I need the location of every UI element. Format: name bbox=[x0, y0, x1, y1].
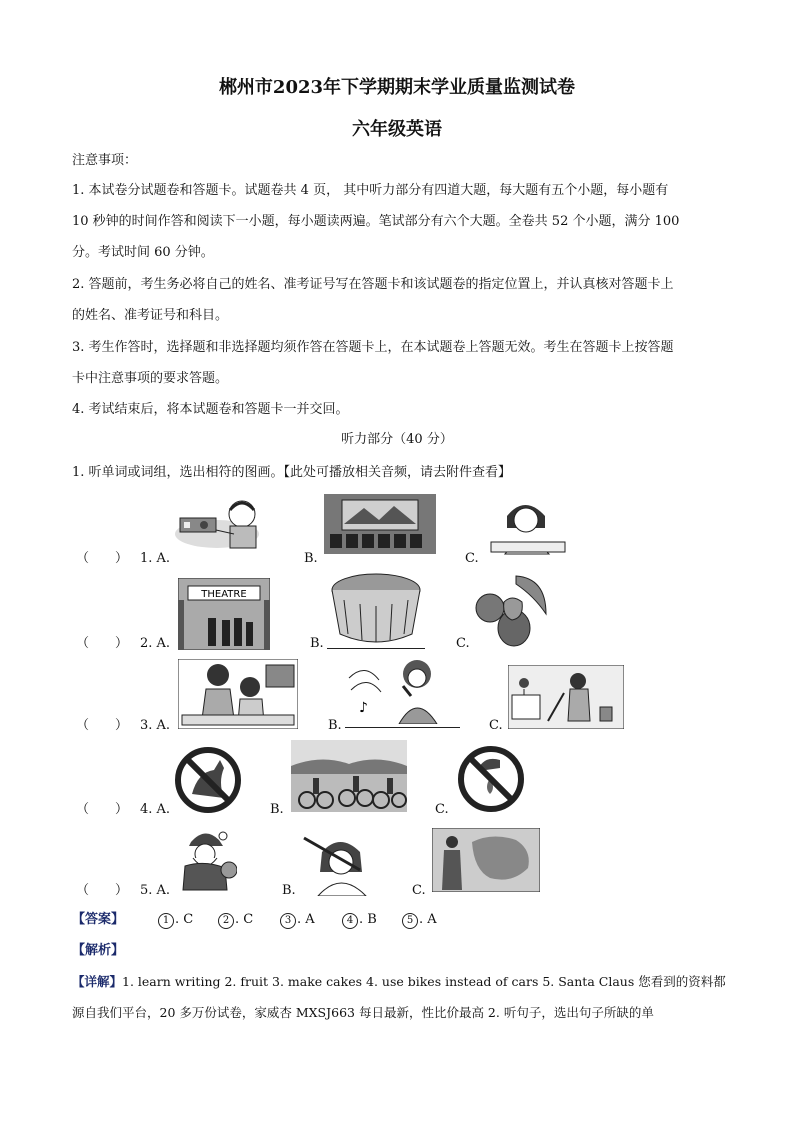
answer-bracket: （ ） bbox=[76, 551, 129, 566]
option-b-label: B. bbox=[270, 802, 284, 817]
detail-text: 1. learn writing 2. fruit 3. make cakes 4. use bikes instead of cars 5. Santa Claus 您看到的资料都 bbox=[122, 974, 726, 989]
answer-value: . A bbox=[297, 912, 315, 927]
answer-item bbox=[402, 912, 437, 929]
page-title: 郴州市2023年下学期期末学业质量监测试卷 bbox=[218, 77, 576, 98]
option-b-label: B. bbox=[328, 718, 342, 733]
option-a-label: 5. A. bbox=[140, 883, 171, 898]
answer-number: 1 bbox=[158, 913, 174, 929]
no-kangaroo-sign-icon bbox=[174, 742, 242, 818]
answer-label: 【答案】 bbox=[72, 912, 125, 927]
picture-people-cycling bbox=[291, 740, 407, 812]
picture-cinema-audience bbox=[324, 494, 436, 554]
notice-line: 分。考试时间 60 分钟。 bbox=[72, 245, 214, 260]
picture-sweeping bbox=[508, 665, 624, 729]
answer-value: . C bbox=[175, 912, 194, 927]
option-a-label: 3. A. bbox=[140, 718, 171, 733]
option-c-label: C. bbox=[412, 883, 426, 898]
answer-item bbox=[280, 912, 315, 929]
option-a-label: 2. A. bbox=[140, 636, 171, 651]
svg-text:♪: ♪ bbox=[359, 700, 368, 716]
answer-item bbox=[218, 912, 253, 929]
option-c-label: C. bbox=[435, 802, 449, 817]
question-prompt: 1. 听单词或词组，选出相符的图画。【此处可播放相关音频，请去附件查看】 bbox=[72, 465, 512, 480]
answer-number: 3 bbox=[280, 913, 296, 929]
underline bbox=[327, 648, 425, 649]
answer-value: . C bbox=[235, 912, 254, 927]
option-c-label: C. bbox=[489, 718, 503, 733]
notice-line: 2. 答题前，考生务必将自己的姓名、准考证号写在答题卡和该试题卷的指定位置上，并认真核对答题卡上 bbox=[72, 277, 674, 292]
option-b-label: B. bbox=[282, 883, 296, 898]
answer-number: 5 bbox=[402, 913, 418, 929]
notice-line: 卡中注意事项的要求答题。 bbox=[72, 371, 229, 386]
picture-cake bbox=[330, 572, 422, 648]
option-b-label: B. bbox=[310, 636, 324, 651]
picture-theatre bbox=[178, 578, 270, 650]
notice-line: 1. 本试卷分试题卷和答题卡。试题卷共 4 页， 其中听力部分有四道大题，每大题有五个小题，每小题有 bbox=[72, 183, 669, 198]
answer-item bbox=[158, 912, 193, 929]
detail-line: 源自我们平台，20 多万份试卷，家威杏 MXSJ663 每日最新，性比价最高 2. 听句子，选出句子所缺的单 bbox=[72, 1005, 654, 1020]
picture-listening-radio bbox=[172, 494, 272, 554]
option-c-label: C. bbox=[456, 636, 470, 651]
picture-girl-flute bbox=[300, 826, 380, 896]
analysis-label: 【解析】 bbox=[72, 943, 125, 958]
detail-line bbox=[72, 974, 726, 990]
picture-making-cakes bbox=[178, 659, 298, 729]
notice-line: 4. 考试结束后，将本试题卷和答题卡一并交回。 bbox=[72, 402, 349, 417]
picture-girl-writing bbox=[485, 494, 571, 556]
option-a-label: 1. A. bbox=[140, 551, 171, 566]
notice-line: 的姓名、准考证号和科目。 bbox=[72, 308, 229, 323]
option-b-label: B. bbox=[304, 551, 318, 566]
answer-bracket: （ ） bbox=[76, 636, 129, 651]
answer-number: 2 bbox=[218, 913, 234, 929]
notice-heading: 注意事项： bbox=[72, 153, 138, 168]
answer-bracket: （ ） bbox=[76, 718, 129, 733]
answer-item bbox=[342, 912, 377, 929]
answer-bracket: （ ） bbox=[76, 802, 129, 817]
theatre-sign-text: THEATRE bbox=[201, 589, 247, 600]
answer-value: . A bbox=[419, 912, 437, 927]
underline bbox=[345, 727, 460, 728]
page-subtitle: 六年级英语 bbox=[352, 119, 442, 140]
picture-fruits bbox=[472, 572, 552, 650]
answer-value: . B bbox=[359, 912, 377, 927]
detail-label: 【详解】 bbox=[72, 974, 123, 989]
notice-line: 10 秒钟的时间作答和阅读下一小题，每小题读两遍。笔试部分有六个大题。全卷共 52 个小题，满分 100 bbox=[72, 214, 680, 229]
picture-santa-claus bbox=[175, 826, 237, 896]
option-c-label: C. bbox=[465, 551, 479, 566]
no-water-sign-icon bbox=[456, 742, 526, 816]
picture-weather-report bbox=[432, 828, 540, 892]
notice-line: 3. 考生作答时，选择题和非选择题均须作答在答题卡上，在本试题卷上答题无效。考生在答题卡上按答题 bbox=[72, 340, 674, 355]
section-heading: 听力部分（40 分） bbox=[341, 432, 453, 447]
option-a-label: 4. A. bbox=[140, 802, 171, 817]
answer-number: 4 bbox=[342, 913, 358, 929]
picture-singer bbox=[345, 656, 441, 724]
answer-bracket: （ ） bbox=[76, 883, 129, 898]
